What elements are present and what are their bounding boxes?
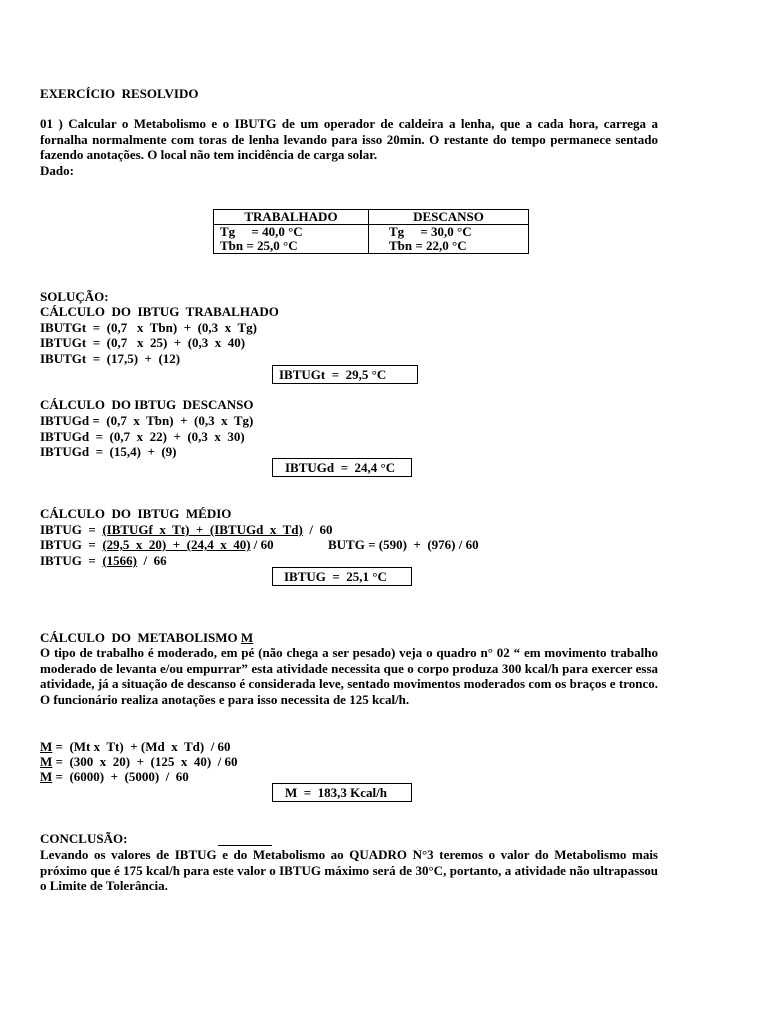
metabolism-symbol: M [40, 739, 53, 754]
rest-result-box: IBTUGd = 24,4 °C [272, 458, 412, 477]
formula-prefix: IBTUG = [40, 537, 103, 552]
table-cell: Tg = 40,0 °C [214, 225, 369, 240]
formula-text: = (6000) + (5000) / 60 [52, 769, 189, 784]
table-header-row [214, 210, 529, 225]
metabolism-formula-line [40, 754, 238, 769]
formula-suffix: / 66 [136, 553, 167, 568]
worked-formula-line: IBUTGt = (0,7 x Tbn) + (0,3 x Tg) [40, 320, 257, 335]
rest-formula-line: IBTUGd = (0,7 x Tbn) + (0,3 x Tg) [40, 413, 254, 428]
metabolism-symbol: M [40, 754, 53, 769]
average-heading: CÁLCULO DO IBTUG MÉDIO [40, 506, 232, 521]
formula-text: = (Mt x Tt) + (Md x Td) / 60 [52, 739, 231, 754]
metabolism-formula-line [40, 769, 189, 784]
problem-statement [40, 116, 658, 163]
metabolism-paragraph: O tipo de trabalho é moderado, em pé (não chega a ser pesado) veja o quadro n° 02 “ em movimento trabalho moderado de levanta e/ou empurrar” esta atividade necessita que o corpo produza 300 kcal/h para exercer essa atividade, já a situação de descanso é considerada leve, sentado movimentos moderados com os braços e tronco. O funcionário realiza anotações e para isso necessita de 125 kcal/h. [40, 645, 658, 707]
conclusion-paragraph: Levando os valores de IBTUG e do Metabolismo ao QUADRO N°3 teremos o valor do Metabolismo mais próximo que é 175 kcal/h para este valor o IBTUG máximo será de 30°C, portanto, a atividade não ultrapassou o Limite de Tolerância. [40, 847, 658, 893]
worked-formula-line: IBUTGt = (17,5) + (12) [40, 351, 181, 366]
rest-formula-line: IBTUGd = (15,4) + (9) [40, 444, 177, 459]
metabolism-formula-line [40, 739, 231, 754]
average-formula-line [40, 537, 274, 552]
metabolism-symbol: M [40, 769, 53, 784]
data-table [213, 209, 529, 254]
problem-number: 01 ) [40, 116, 63, 131]
heading-text: CÁLCULO DO METABOLISMO [40, 630, 241, 645]
given-label: Dado: [40, 163, 74, 178]
underlined-formula: (IBTUGf x Tt) + (IBTUGd x Td) [102, 522, 303, 537]
table-cell: Tg = 30,0 °C [368, 225, 528, 240]
solution-label: SOLUÇÃO: [40, 289, 109, 304]
underlined-value: (1566) [102, 553, 137, 568]
formula-text: = (300 x 20) + (125 x 40) / 60 [52, 754, 238, 769]
formula-suffix: / 60 [302, 522, 333, 537]
metabolism-heading [40, 630, 253, 645]
average-result-box: IBTUG = 25,1 °C [272, 567, 412, 586]
rest-heading: CÁLCULO DO IBTUG DESCANSO [40, 397, 254, 412]
average-side-formula: BUTG = (590) + (976) / 60 [328, 537, 479, 552]
average-formula-line [40, 522, 332, 537]
document-title: EXERCÍCIO RESOLVIDO [40, 86, 199, 101]
worked-result-box: IBTUGt = 29,5 °C [272, 365, 418, 384]
problem-text: Calcular o Metabolismo e o IBUTG de um operador de caldeira a lenha, que a cada hora, carrega a fornalha normalmente com toras de lenha levando para isso 20min. O restante do tempo permanece sentado fazendo anotações. O local não tem incidência de carga solar. [40, 116, 658, 162]
conclusion-label: CONCLUSÃO: [40, 831, 128, 846]
formula-suffix: / 60 [250, 537, 274, 552]
overline-rule [218, 845, 272, 846]
table-header-cell: TRABALHADO [214, 210, 369, 225]
metabolism-result-box: M = 183,3 Kcal/h [272, 783, 412, 802]
average-formula-line [40, 553, 167, 568]
formula-prefix: IBTUG = [40, 553, 103, 568]
formula-prefix: IBTUG = [40, 522, 103, 537]
worked-heading: CÁLCULO DO IBTUG TRABALHADO [40, 304, 279, 319]
underlined-formula: (29,5 x 20) + (24,4 x 40) [102, 537, 251, 552]
table-row [214, 225, 529, 240]
table-cell: Tbn = 22,0 °C [368, 239, 528, 254]
table-cell: Tbn = 25,0 °C [214, 239, 369, 254]
worked-formula-line: IBTUGt = (0,7 x 25) + (0,3 x 40) [40, 335, 246, 350]
table-header-cell: DESCANSO [368, 210, 528, 225]
table-row [214, 239, 529, 254]
metabolism-symbol: M [240, 630, 254, 645]
rest-formula-line: IBTUGd = (0,7 x 22) + (0,3 x 30) [40, 429, 245, 444]
